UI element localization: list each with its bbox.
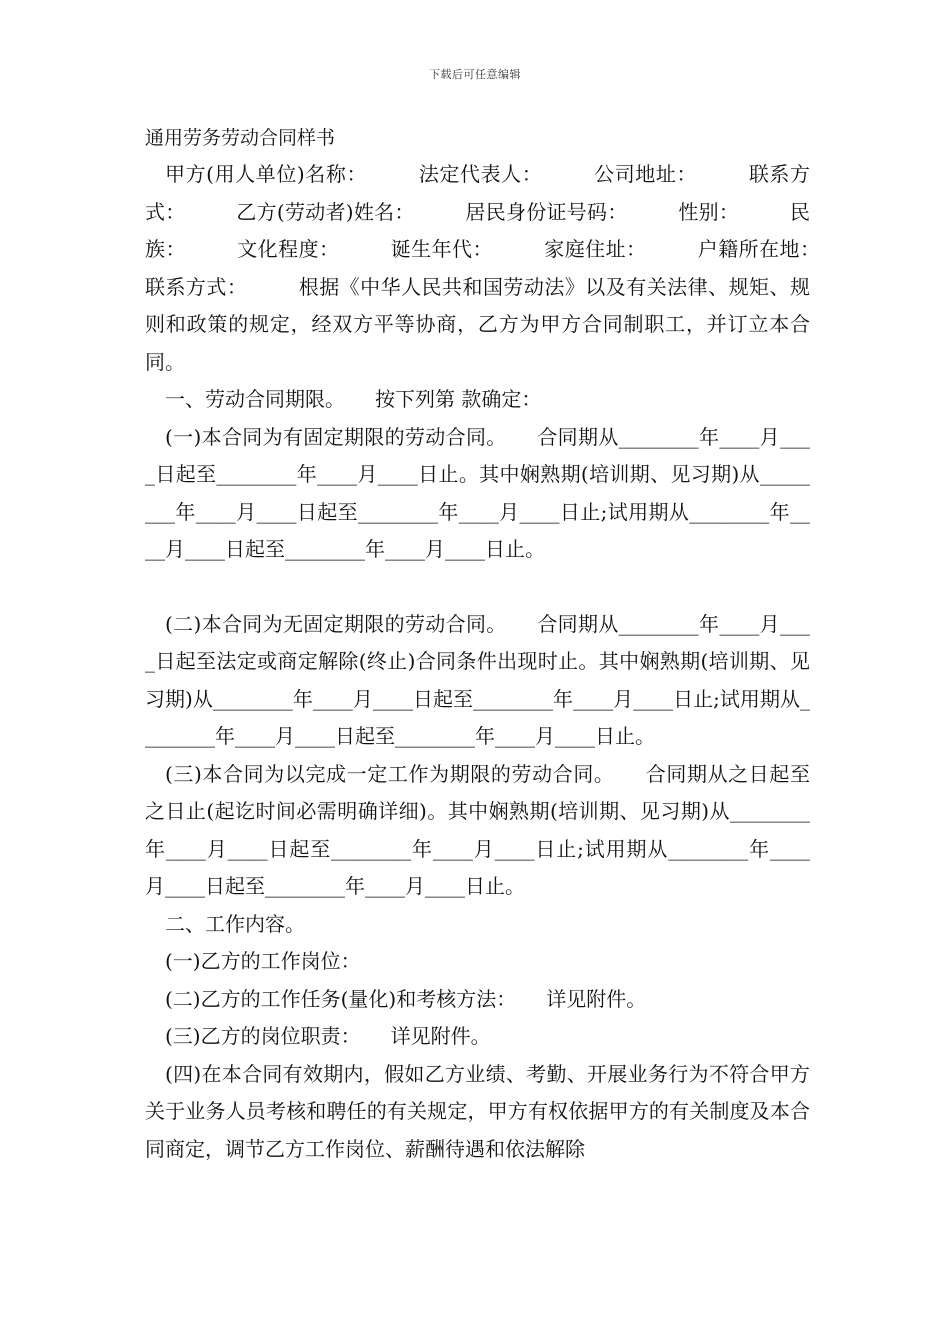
paragraph-section-2-item-2: (二)乙方的工作任务(量化)和考核方法： 详见附件。 — [165, 986, 647, 1011]
paragraph-section-1-heading: 一、劳动合同期限。 按下列第 款确定： — [165, 387, 542, 411]
page-header-note: 下载后可任意编辑 — [429, 68, 521, 81]
paragraph-section-1-clause-3: (三)本合同为以完成一定工作为期限的劳动合同。 合同期从之日起至 之日止(起讫时间必需明确详细)。其中娴熟期(培训期、见习期)从________年____月____日起至________年____月____日止;试用期从________年____月____日起至________年____月____日止。 — [145, 761, 810, 898]
paragraph-section-2-item-4: (四)在本合同有效期内，假如乙方业绩、考勤、开展业务行为不符合甲方关于业务人员考核和聘任的有关规定，甲方有权依据甲方的有关制度及本合同商定，调节乙方工作岗位、薪酬待遇和依法解除 — [145, 1061, 810, 1161]
paragraph-section-2-item-3: (三)乙方的岗位职责： 详见附件。 — [165, 1024, 491, 1048]
paragraph-section-2-item-1: (一)乙方的工作岗位： — [165, 949, 361, 973]
paragraph-parties: 甲方(用人单位)名称： 法定代表人： 公司地址： 联系方式： 乙方(劳动者)姓名： 居民身份证号码： 性别： 民族： 文化程度： 诞生年代： 家庭住址： 户籍所在地： 联系方式： 根据《中华人民共和国劳动法》以及有关法律、规矩、规则和政策的规定，经双方平等协商，乙方为甲方合同制职工，并订立本合同。 — [145, 162, 870, 374]
paragraph-list — [145, 156, 870, 1168]
document-body — [145, 124, 870, 1168]
paragraph-section-1-clause-1: (一)本合同为有固定期限的劳动合同。 合同期从________年____月____日起至________年____月____日止。其中娴熟期(培训期、见习期)从________年____月____日起至________年____月____日止;试用期从________年____月____日起至________年____月____日止。 — [145, 424, 810, 561]
document-title: 通用劳务劳动合同样书 — [145, 127, 336, 149]
paragraph-section-1-clause-2: (二)本合同为无固定期限的劳动合同。 合同期从________年____月____日起至法定或商定解除(终止)合同条件出现时止。其中娴熟期(培训期、见习期)从________年____月____日起至________年____月____日止;试用期从________年____月____日起至________年____月____日止。 — [145, 611, 810, 748]
paragraph-section-2-heading: 二、工作内容。 — [165, 911, 305, 936]
